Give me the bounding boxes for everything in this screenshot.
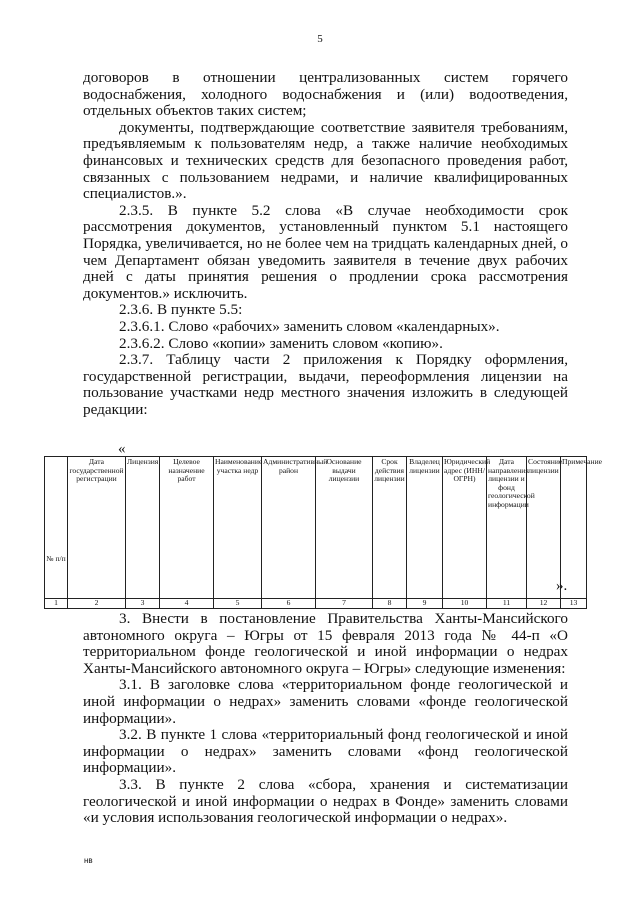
license-table xyxy=(44,456,603,609)
table-cell: 8 xyxy=(373,599,407,609)
paragraph: 3.3. В пункте 2 слова «сбора, хранения и систематизации геологической и иной информации о недрах в Фонде» заменить словами «и условия использования геологической информации о недрах». xyxy=(83,775,568,827)
paragraph: 2.3.5. В пункте 5.2 слова «В случае необходимости срок рассмотрения документов, установленный пунктом 5.1 настоящего Порядка, увеличивается, но не более чем на тридцать календарных дней, о чем Департамент обязан уведомить заявителя в течение двух рабочих дней с даты принятия решения о продлении срока рассмотрения документов.» исключить. xyxy=(83,201,568,302)
table-header-cell: Состояние лицензии xyxy=(527,457,561,599)
quote-close: ». xyxy=(556,578,568,594)
quote-open: « xyxy=(118,441,126,457)
table-header-cell: Лицензия xyxy=(126,457,160,599)
table-cell: 7 xyxy=(316,599,373,609)
table-cell: 4 xyxy=(160,599,214,609)
table-header-cell: Владелец лицензии xyxy=(407,457,443,599)
table-header-cell: Дата государственной регистрации xyxy=(68,457,126,599)
body-text-top xyxy=(83,70,568,418)
table-cell: 6 xyxy=(262,599,316,609)
paragraph: 3.2. В пункте 1 слова «территориальный фонд геологической и иной информации о недрах» заменить словами «фонд геологической информации». xyxy=(83,726,568,777)
table-cell: 13 xyxy=(561,599,587,609)
table-header-cell: Наименование участка недр xyxy=(214,457,262,599)
table-header-cell: Административный район xyxy=(262,457,316,599)
table-cell: 2 xyxy=(68,599,126,609)
table-header-cell: Юридический адрес (ИНН/ОГРН) xyxy=(443,457,487,599)
table-cell: 12 xyxy=(527,599,561,609)
paragraph: 3. Внести в постановление Правительства Ханты-Мансийского автономного округа – Югры от 15 февраля 2013 года № 44-п «О территориальном фонде геологической и иной информации о недрах Ханты-Мансийского автономного округа – Югры» следующие изменения: xyxy=(83,610,568,677)
table-cell: 3 xyxy=(126,599,160,609)
table-header-cell: Основание выдачи лицензии xyxy=(316,457,373,599)
page-number: 5 xyxy=(317,33,323,45)
table-cell: 11 xyxy=(487,599,527,609)
paragraph: 2.3.7. Таблицу части 2 приложения к Порядку оформления, государственной регистрации, выдачи, переоформления лицензии на пользование участками недр местного значения изложить в следующей редакции: xyxy=(83,351,568,418)
paragraph: 2.3.6. В пункте 5.5: xyxy=(119,301,243,319)
table-header-cell: Дата направления лицензии и фонд геологической информации xyxy=(487,457,527,599)
table-header-cell: Целевое назначение работ xyxy=(160,457,214,599)
table-header-row xyxy=(45,457,587,599)
body-text-bottom xyxy=(83,611,568,827)
paragraph: 3.1. В заголовке слова «территориальном фонде геологической и иной информации о недрах» заменить словами «фонде геологической информации». xyxy=(83,676,568,727)
table-cell: 5 xyxy=(214,599,262,609)
table-header-cell: Примечание xyxy=(561,457,587,599)
paragraph: документы, подтверждающие соответствие заявителя требованиям, предъявляемым к пользователям недр, а также наличие необходимых финансовых и технических средств для безопасного проведения работ, связанных с пользованием недрами, и наличие квалифицированных специалистов.». xyxy=(83,118,568,203)
table-cell: 10 xyxy=(443,599,487,609)
table-cell: 9 xyxy=(407,599,443,609)
paragraph: договоров в отношении централизованных систем горячего водоснабжения, холодного водоснабжения и (или) водоотведения, отдельных объектов таких систем; xyxy=(83,69,568,120)
paragraph: 2.3.6.2. Слово «копии» заменить словом «копию». xyxy=(119,334,443,352)
table-header-cell: № п/п xyxy=(45,457,68,599)
footer-initials: нв xyxy=(84,856,93,865)
paragraph: 2.3.6.1. Слово «рабочих» заменить словом «календарных». xyxy=(119,317,500,335)
table-header-cell: Срок действия лицензии xyxy=(373,457,407,599)
table-number-row xyxy=(45,599,587,609)
table-cell: 1 xyxy=(45,599,68,609)
